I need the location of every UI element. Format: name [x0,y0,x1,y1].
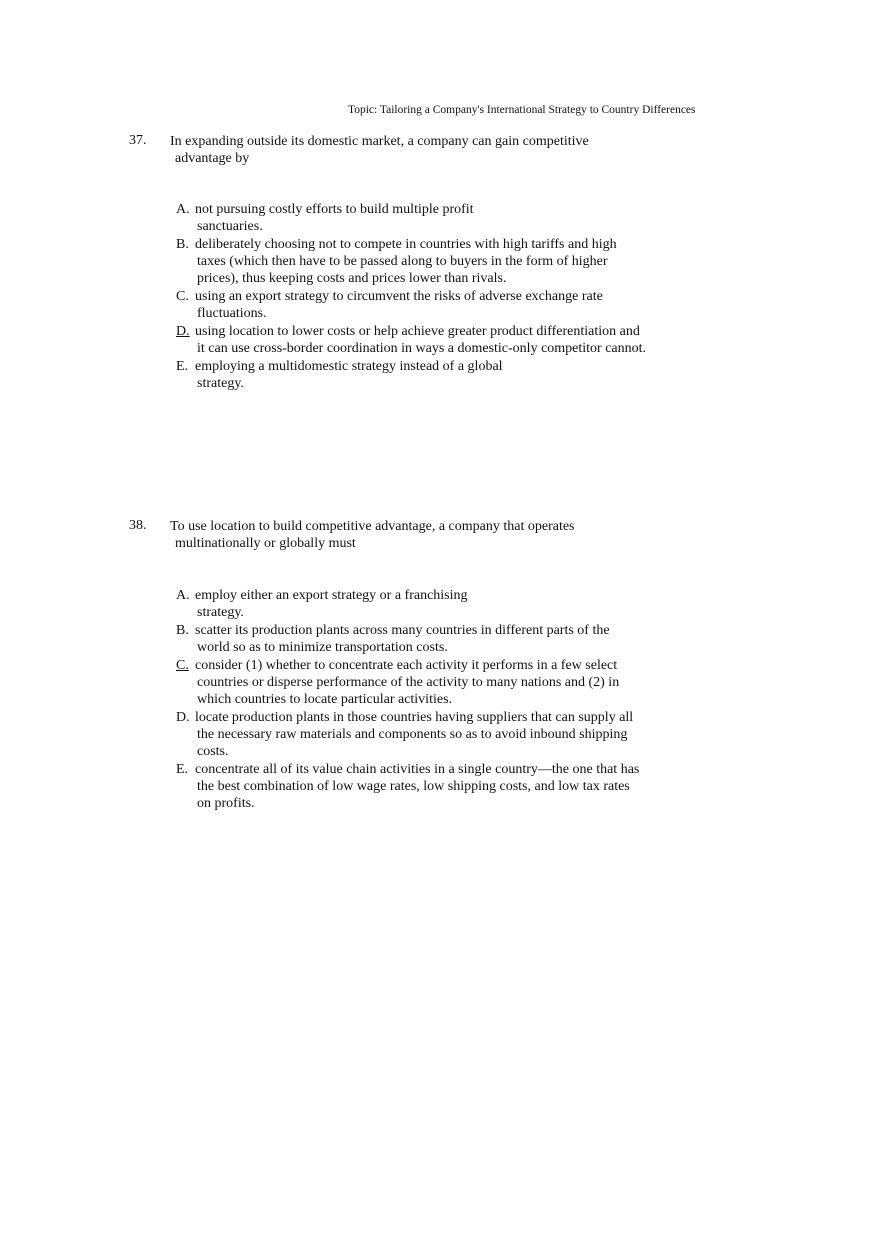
answer-options [176,588,639,814]
answer-options [176,202,646,394]
option-text-line: not pursuing costly efforts to build multiple profit [195,202,474,217]
option-text-line: costs. [197,743,229,759]
option-letter: B. [176,623,189,639]
option-letter: A. [176,202,190,217]
question-37 [129,133,689,391]
question-number: 38. [129,518,147,533]
question-number: 37. [129,133,147,148]
option-text-line: sanctuaries. [197,218,263,234]
option-text-line: the necessary raw materials and components so as to avoid inbound shipping [197,726,628,742]
option-letter: C. [176,288,189,304]
option-text-line: the best combination of low wage rates, low shipping costs, and low tax rates [197,778,630,794]
option-letter: E. [176,761,189,777]
option-text-line: locate production plants in those countries having suppliers that can supply all [195,710,634,726]
question-stem [170,518,610,552]
topic-header: Topic: Tailoring a Company's International Strategy to Country Differences [348,104,696,116]
option-text-line: consider (1) whether to concentrate each activity it performs in a few select [195,658,618,674]
option-text-line: it can use cross-border coordination in ways a domestic-only competitor cannot. [197,340,647,356]
option-text-line: using an export strategy to circumvent the risks of adverse exchange rate [195,288,603,304]
answer-option-c [176,658,639,708]
option-text-line: employing a multidomestic strategy instead of a global [195,359,503,375]
answer-option-a [176,202,646,236]
option-text-line: prices), thus keeping costs and prices lower than rivals. [197,270,507,286]
option-letter: D. [176,710,190,726]
answer-option-d [176,710,639,760]
question-38 [129,518,689,811]
question-stem-line: To use location to build competitive advantage, a company that operates [170,519,575,534]
option-text-line: concentrate all of its value chain activities in a single country—the one that has [195,761,640,777]
option-text-line: scatter its production plants across many countries in different parts of the [195,623,610,639]
option-text-line: strategy. [197,375,244,391]
answer-option-c [176,289,646,323]
answer-option-a [176,588,639,622]
option-text-line: world so as to minimize transportation costs. [197,639,448,655]
option-text-line: taxes (which then have to be passed along to buyers in the form of higher [197,253,608,269]
option-letter: B. [176,237,189,253]
option-text-line: deliberately choosing not to compete in countries with high tariffs and high [195,237,617,253]
option-text-line: countries or disperse performance of the activity to many nations and (2) in [197,674,620,690]
answer-option-b [176,237,646,287]
option-text-line: employ either an export strategy or a franchising [195,588,468,603]
option-letter: E. [176,359,189,375]
option-text-line: on profits. [197,795,255,811]
option-text-line: fluctuations. [197,305,267,321]
answer-option-e [176,359,646,393]
question-stem-line: multinationally or globally must [175,536,356,551]
answer-option-e [176,762,639,812]
option-text-line: using location to lower costs or help achieve greater product differentiation and [195,324,640,340]
question-stem [170,133,610,167]
option-letter-correct: D. [176,324,190,340]
question-stem-line: advantage by [175,151,250,166]
answer-option-d [176,324,646,358]
option-text-line: strategy. [197,604,244,620]
option-letter: A. [176,588,190,603]
option-text-line: which countries to locate particular activities. [197,691,453,707]
answer-option-b [176,623,639,657]
option-letter-correct: C. [176,658,189,674]
question-stem-line: In expanding outside its domestic market, a company can gain competitive [170,134,589,149]
